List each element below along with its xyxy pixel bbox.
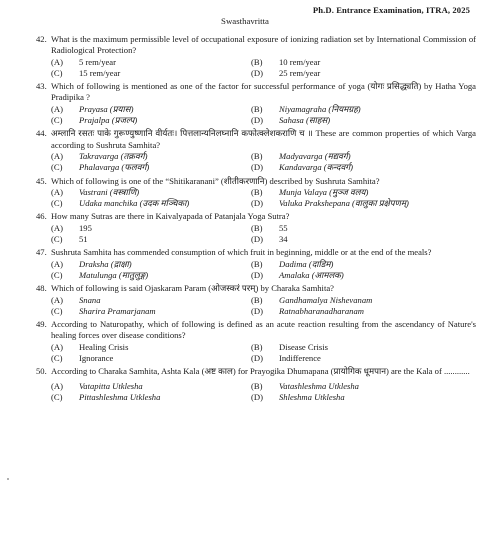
exam-header: Ph.D. Entrance Examination, ITRA, 2025: [312, 5, 470, 15]
option-b[interactable]: (B) Gandhamalya Nishevanam: [251, 294, 373, 305]
question-42: [36, 34, 476, 79]
option-a[interactable]: (A) 5 rem/year: [51, 56, 116, 67]
options: [36, 381, 476, 404]
option-d[interactable]: (D) Sahasa (साहस): [251, 115, 331, 126]
option-b[interactable]: (B) Madyavarga (मद्यवर्ग): [251, 150, 351, 161]
question-number: 46.: [36, 211, 47, 222]
question-text: Which of following is said Ojaskaram Param (ओजस्करं परम्) by Charaka Samhita?: [51, 283, 334, 294]
option-c[interactable]: (C) Udaka manchika (उदक मञ्चिका): [51, 198, 190, 209]
question-number: 48.: [36, 283, 47, 294]
option-d[interactable]: (D) Shleshma Utklesha: [251, 391, 345, 402]
option-a[interactable]: (A) Takravarga (तक्रवर्ग): [51, 150, 148, 161]
option-a[interactable]: (A) Prayasa (प्रयास): [51, 103, 134, 114]
option-d[interactable]: (D) Amalaka (आमलक): [251, 269, 344, 280]
question-number: 44.: [36, 128, 47, 139]
question-text: Sushruta Samhita has commended consumption of which fruit in beginning, middle or at the end of the meals?: [51, 247, 432, 258]
question-49: [36, 319, 476, 364]
question-number: 47.: [36, 247, 47, 258]
options: [36, 187, 476, 210]
option-c[interactable]: (C) Ignorance: [51, 353, 114, 364]
option-c[interactable]: (C) Sharira Pramarjanam: [51, 305, 156, 316]
question-text: अम्लानि रसतः पाके गुरूण्युष्णानि वीर्यतः। पित्तलान्यनिलघ्नानि कफोत्क्लेशकराणि च ॥ These are common properties of which Varga according to Sushruta Samhita?: [51, 128, 476, 150]
question-number: 43.: [36, 81, 47, 92]
question-50: [36, 366, 476, 403]
option-c[interactable]: (C) Prajalpa (प्रजल्प): [51, 115, 138, 126]
question-text: According to Charaka Samhita, Ashta Kala (अष्ट काल) for Prayogika Dhumapana (प्रायोगिक धूमपान) are the Kala of ............: [51, 366, 470, 377]
option-b[interactable]: (B) Disease Crisis: [251, 341, 328, 352]
question-44: [36, 128, 476, 173]
option-d[interactable]: (D) Valuka Prakshepana (वालुका प्रक्षेपणम्): [251, 198, 409, 209]
option-d[interactable]: (D) 34: [251, 234, 288, 245]
option-c[interactable]: (C) Phalavarga (फलवर्ग): [51, 162, 150, 173]
option-b[interactable]: (B) Niyamagraha (नियमग्रह): [251, 103, 361, 114]
option-a[interactable]: (A) 195: [51, 222, 92, 233]
option-d[interactable]: (D) Indifference: [251, 353, 321, 364]
option-a[interactable]: (A) Snana: [51, 294, 101, 305]
option-a[interactable]: (A) Draksha (द्राक्षा): [51, 258, 132, 269]
option-c[interactable]: (C) Pittashleshma Utklesha: [51, 391, 161, 402]
option-c[interactable]: (C) 15 rem/year: [51, 67, 121, 78]
option-b[interactable]: (B) 55: [251, 222, 288, 233]
question-43: [36, 81, 476, 126]
option-a[interactable]: (A) Healing Crisis: [51, 341, 129, 352]
question-number: 49.: [36, 319, 47, 330]
option-d[interactable]: (D) 25 rem/year: [251, 67, 321, 78]
question-text: According to Naturopathy, which of following is defined as an acute reaction resulting from the ascendancy of Nature's healing forces over disease conditions?: [51, 319, 476, 341]
question-number: 42.: [36, 34, 47, 44]
question-text: Which of following is mentioned as one of the factor for successful performance of yoga (योगः प्रसिद्ध्यति) by Hatha Yoga Pradipika ?: [51, 81, 476, 103]
scan-speck: [7, 478, 9, 480]
options: [36, 104, 476, 127]
options: [36, 295, 476, 318]
question-text: What is the maximum permissible level of occupational exposure of ionizing radiation set by International Commission of Radiological Protection?: [51, 34, 476, 56]
options: [36, 151, 476, 174]
question-number: 50.: [36, 366, 47, 377]
options: [36, 259, 476, 282]
question-text: Which of following is one of the “Shitikaranani” (शीतीकरणानि) described by Sushruta Samhita?: [51, 175, 380, 186]
option-a[interactable]: (A) Vastrani (वस्त्राणि): [51, 186, 140, 197]
option-d[interactable]: (D) Ratnabharanadharanam: [251, 305, 364, 316]
question-text: How many Sutras are there in Kaivalyapada of Patanjala Yoga Sutra?: [51, 211, 290, 222]
option-b[interactable]: (B) Dadima (दाडिम): [251, 258, 334, 269]
question-46: [36, 211, 476, 245]
option-c[interactable]: (C) 51: [51, 234, 88, 245]
question-number: 45.: [36, 175, 47, 186]
option-d[interactable]: (D) Kandavarga (कन्दवर्ग): [251, 162, 353, 173]
question-list: [36, 34, 476, 405]
option-c[interactable]: (C) Matulunga (मातुलुङ्ग): [51, 269, 149, 280]
question-47: [36, 247, 476, 281]
question-48: [36, 283, 476, 317]
option-b[interactable]: (B) Vatashleshma Utklesha: [251, 380, 359, 391]
option-a[interactable]: (A) Vatapitta Utklesha: [51, 380, 143, 391]
subject-title: Swasthavritta: [221, 16, 269, 26]
option-b[interactable]: (B) 10 rem/year: [251, 56, 321, 67]
options: [36, 223, 476, 246]
question-45: [36, 176, 476, 210]
options: [36, 57, 476, 80]
option-b[interactable]: (B) Munja Valaya (मुञ्ज वलय): [251, 186, 369, 197]
options: [36, 342, 476, 365]
